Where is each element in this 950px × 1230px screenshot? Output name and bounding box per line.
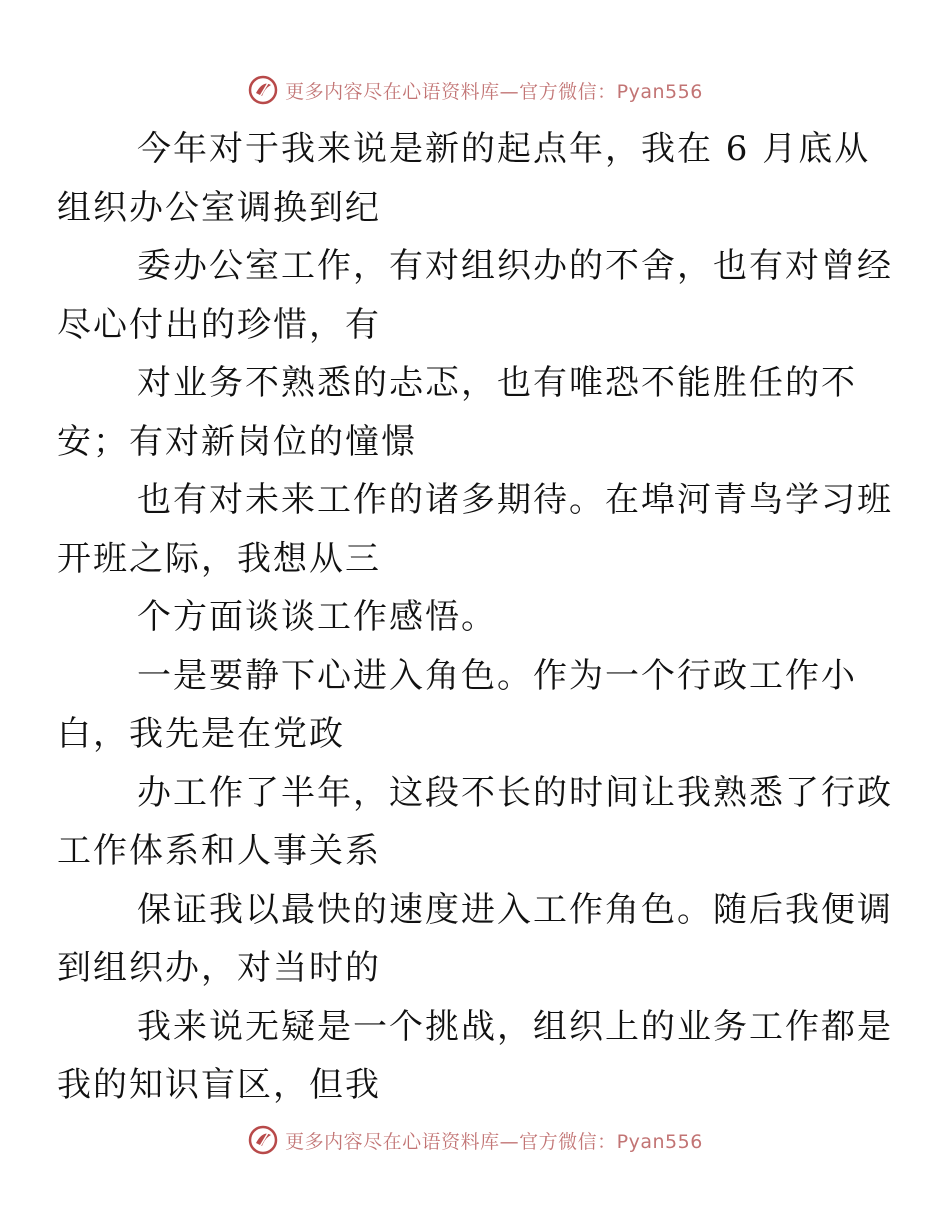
- paragraph: [57, 998, 893, 1115]
- paragraph: [57, 881, 893, 998]
- paragraph-line: 我来说无疑是一个挑战，组织上的业务工作都是: [137, 1006, 893, 1047]
- paragraph: [57, 120, 871, 237]
- logo-icon: [247, 1124, 279, 1156]
- paragraph: [57, 354, 857, 471]
- paragraph-line: 也有对未来工作的诸多期待。在埠河青鸟学习班: [137, 480, 893, 520]
- footer-watermark: [0, 1120, 950, 1160]
- document-body: [57, 120, 893, 1115]
- paragraph-line: 工作体系和人事关系: [57, 831, 381, 871]
- paragraph-line: 白，我先是在党政: [57, 714, 345, 754]
- paragraph-line: 安；有对新岗位的憧憬: [57, 421, 417, 462]
- watermark-text: 更多内容尽在心语资料库—官方微信：Pyan556: [285, 80, 703, 103]
- paragraph-line: 保证我以最快的速度进入工作角色。随后我便调: [137, 889, 893, 930]
- watermark-text: 更多内容尽在心语资料库—官方微信：Pyan556: [285, 1130, 703, 1153]
- paragraph-line: 到组织办，对当时的: [57, 948, 381, 988]
- paragraph: [57, 471, 893, 588]
- paragraph-line: 我的知识盲区，但我: [57, 1065, 381, 1105]
- logo-icon: [247, 74, 279, 106]
- paragraph: [97, 588, 857, 647]
- paragraph-line: 今年对于我来说是新的起点年，我在 6 月底从: [137, 129, 871, 169]
- paragraph: [57, 237, 893, 354]
- header-watermark: [0, 70, 950, 110]
- paragraph-line: 尽心付出的珍惜，有: [57, 304, 381, 345]
- paragraph-line: 一是要静下心进入角色。作为一个行政工作小: [137, 655, 857, 696]
- paragraph-line: 委办公室工作，有对组织办的不舍，也有对曾经: [137, 246, 893, 286]
- paragraph: [57, 647, 857, 764]
- paragraph-line: 个方面谈谈工作感悟。: [137, 597, 497, 637]
- paragraph: [57, 764, 893, 881]
- paragraph-line: 对业务不熟悉的忐忑，也有唯恐不能胜任的不: [137, 363, 857, 403]
- paragraph-line: 办工作了半年，这段不长的时间让我熟悉了行政: [137, 772, 893, 813]
- paragraph-line: 开班之际，我想从三: [57, 538, 381, 579]
- paragraph-line: 组织办公室调换到纪: [57, 187, 381, 228]
